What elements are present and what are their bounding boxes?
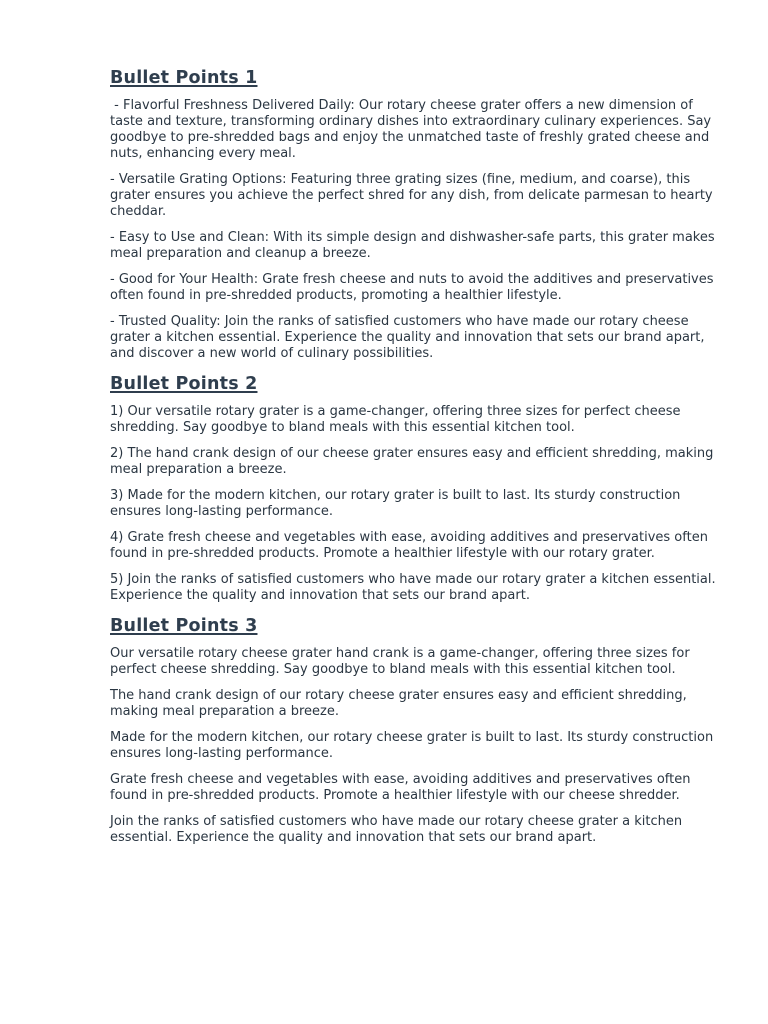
paragraph: 1) Our versatile rotary grater is a game-changer, offering three sizes for perfect cheese shredding. Say goodbye to bland meals with this essential kitchen tool. xyxy=(110,404,685,435)
section-title: Bullet Points 2 xyxy=(110,374,258,394)
section-title: Bullet Points 1 xyxy=(110,68,258,88)
paragraph: 2) The hand crank design of our cheese grater ensures easy and efficient shredding, making meal preparation a breeze. xyxy=(110,446,718,477)
paragraph: Join the ranks of satisfied customers who have made our rotary cheese grater a kitchen essential. Experience the quality and innovation that sets our brand apart. xyxy=(110,814,687,845)
paragraph: - Trusted Quality: Join the ranks of satisfied customers who have made our rotary cheese grater a kitchen essential. Experience the quality and innovation that sets our brand apart, and discover a new world of culinary possibilities. xyxy=(110,314,709,361)
document-page xyxy=(110,66,720,856)
paragraph: 3) Made for the modern kitchen, our rotary grater is built to last. Its sturdy construction ensures long-lasting performance. xyxy=(110,488,685,519)
paragraph: - Flavorful Freshness Delivered Daily: Our rotary cheese grater offers a new dimension of taste and texture, transforming ordinary dishes into extraordinary culinary experiences. Say goodbye to pre-shredded bags and enjoy the unmatched taste of freshly grated cheese and nuts, enhancing every meal. xyxy=(110,98,716,161)
paragraph: 4) Grate fresh cheese and vegetables with ease, avoiding additives and preservatives often found in pre-shredded products. Promote a healthier lifestyle with our rotary grater. xyxy=(110,530,713,561)
paragraph: 5) Join the ranks of satisfied customers who have made our rotary grater a kitchen essential. Experience the quality and innovation that sets our brand apart. xyxy=(110,572,720,603)
paragraph: The hand crank design of our rotary cheese grater ensures easy and efficient shredding, making meal preparation a breeze. xyxy=(110,688,691,719)
paragraph: - Easy to Use and Clean: With its simple design and dishwasher-safe parts, this grater makes meal preparation and cleanup a breeze. xyxy=(110,230,719,261)
paragraph: - Good for Your Health: Grate fresh cheese and nuts to avoid the additives and preservatives often found in pre-shredded products, promoting a healthier lifestyle. xyxy=(110,272,718,303)
section-bullet-points-2 xyxy=(110,372,720,604)
paragraph: Our versatile rotary cheese grater hand crank is a game-changer, offering three sizes for perfect cheese shredding. Say goodbye to bland meals with this essential kitchen tool. xyxy=(110,646,694,677)
paragraph: Grate fresh cheese and vegetables with ease, avoiding additives and preservatives often found in pre-shredded products. Promote a healthier lifestyle with our cheese shredder. xyxy=(110,772,695,803)
section-title: Bullet Points 3 xyxy=(110,616,258,636)
section-bullet-points-3 xyxy=(110,614,716,846)
paragraph: - Versatile Grating Options: Featuring three grating sizes (fine, medium, and coarse), this grater ensures you achieve the perfect shred for any dish, from delicate parmesan to hearty cheddar. xyxy=(110,172,717,219)
section-bullet-points-1 xyxy=(110,66,719,362)
paragraph: Made for the modern kitchen, our rotary cheese grater is built to last. Its sturdy construction ensures long-lasting performance. xyxy=(110,730,718,761)
